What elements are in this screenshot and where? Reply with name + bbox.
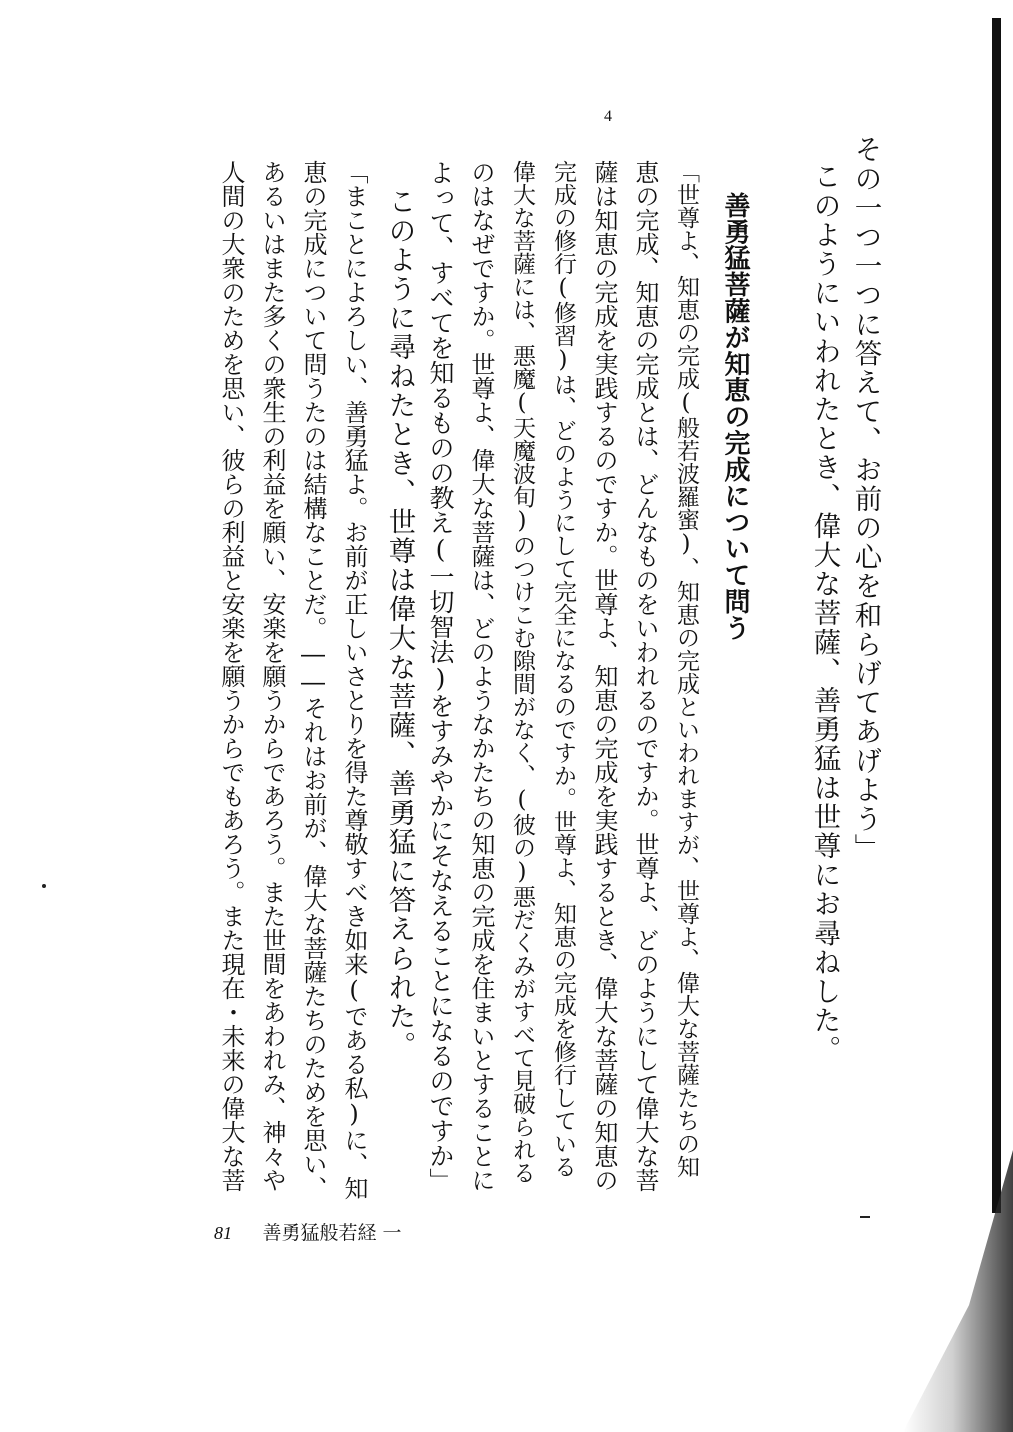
binding-edge	[992, 18, 1001, 1213]
footer-page-number: 81	[214, 1223, 232, 1243]
text-column-7: 完成の修行(修習)は、どのようにして完全になるのですか。世尊よ、知恵の完成を修行している	[550, 160, 576, 1178]
footer-book-title: 善勇猛般若経 一	[262, 1222, 402, 1244]
text-column-15: 人間の大衆のためを思い、彼らの利益と安楽を願うからでもあろう。また現在・未来の偉大な菩	[217, 160, 245, 1192]
text-column-5: 恵の完成、知恵の完成とは、どんなものをいわれるのですか。世尊よ、どのようにして偉大な菩	[631, 160, 659, 1192]
text-column-11: このように尋ねたとき、世尊は偉大な菩薩、善勇猛に答えられた。	[383, 187, 416, 1060]
text-column-14: あるいはまた多くの衆生の利益を願い、安楽を願うからであろう。また世間をあわれみ、神々や	[258, 160, 286, 1192]
text-column-1: その一つ一つに答えて、お前の心を和らげてあげよう」	[849, 135, 882, 863]
page-footer	[214, 1218, 402, 1245]
text-column-2: このようにいわれたとき、偉大な菩薩、善勇猛は世尊にお尋ねした。	[808, 162, 841, 1065]
section-heading: 善勇猛菩薩が知恵の完成について問う	[720, 192, 750, 641]
text-column-10: よって、すべてを知るものの教え(一切智法)をすみやかにそなえることになるのですか」	[426, 160, 455, 1193]
text-column-8: 偉大な菩薩には、悪魔(天魔波旬)のつけこむ隙間がなく、(彼の)悪だくみがすべて見破られる	[509, 160, 535, 1184]
scan-speck	[42, 884, 46, 888]
text-column-13: 恵の完成について問うたのは結構なことだ。――それはお前が、偉大な菩薩たちのためを思い、	[299, 160, 327, 1200]
text-column-4: 「世尊よ、知恵の完成(般若波羅蜜)、知恵の完成といわれますが、世尊よ、偉大な菩薩たちの知	[673, 160, 699, 1178]
text-column-12: 「まことによろしい、善勇猛よ。お前が正しいさとりを得た尊敬すべき如来(である私)に、知	[340, 160, 368, 1200]
scan-speck	[860, 1216, 870, 1218]
text-column-6: 薩は知恵の完成を実践するのですか。世尊よ、知恵の完成を実践するとき、偉大な菩薩の知恵の	[590, 160, 618, 1192]
text-column-9: のはなぜですか。世尊よ、偉大な菩薩は、どのようなかたちの知恵の完成を住まいとすることに	[467, 160, 495, 1192]
page-number: 4	[604, 108, 612, 125]
